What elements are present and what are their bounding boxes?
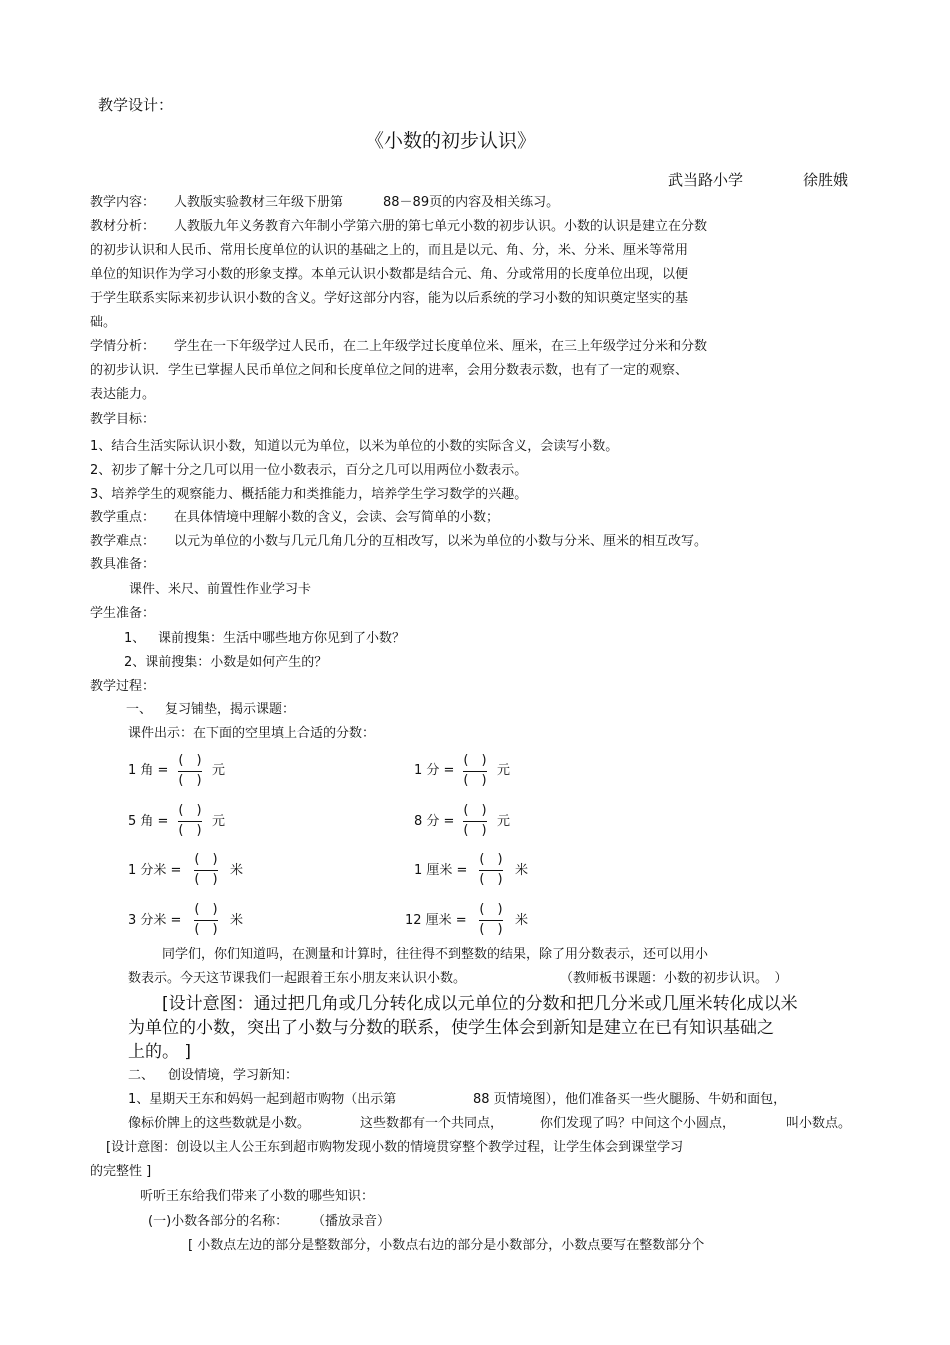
fraction-unit: 元: [212, 814, 226, 829]
fraction-left: 3 分米 =: [128, 913, 182, 928]
student-prep-item: 课前搜集：生活中哪些地方你见到了小数？: [158, 631, 406, 646]
section-heading: 教学设计：: [98, 96, 174, 114]
students-line: 学生在一下年级学过人民币，在二上年级学过长度单位米、厘米，在三上年级学过分米和分数: [174, 339, 708, 354]
step2-paragraph: 88 页情境图），他们准备买一些火腿肠、牛奶和面包，: [473, 1092, 787, 1107]
design-intent-line: [设计意图：通过把几角或几分转化成以元单位的分数和把几分米或几厘米转化成以米: [162, 994, 798, 1014]
analysis-label: 教材分析：: [90, 219, 156, 234]
analysis-line: 单位的知识作为学习小数的形象支撑。本单元认识小数都是结合元、角、分或常用的长度单位出现，以便: [90, 267, 689, 282]
fraction-left: 12 厘米 =: [405, 913, 467, 928]
analysis-line: 人教版九年义务教育六年制小学第六册的第七单元小数的初步认识。小数的认识是建立在分数: [174, 219, 708, 234]
page-title: 《小数的初步认识》: [365, 130, 537, 152]
design-intent-line: 为单位的小数，突出了小数与分数的联系，使学生体会到新知是建立在已有知识基础之: [128, 1018, 774, 1038]
fraction-bar: [463, 771, 487, 772]
fraction-numerator: ( ): [463, 753, 487, 768]
design-intent-line: 上的。 ]: [128, 1042, 192, 1062]
students-label: 学情分析：: [90, 339, 156, 354]
process-label: 教学过程：: [90, 679, 156, 694]
fraction-numerator: ( ): [463, 803, 487, 818]
fraction-blank[interactable]: [172, 753, 208, 793]
fraction-left: 8 分 =: [414, 814, 455, 829]
step2-paragraph: 像标价牌上的这些数就是小数。: [128, 1116, 311, 1131]
fraction-blank[interactable]: [188, 852, 224, 892]
fraction-blank[interactable]: [188, 902, 224, 942]
fraction-denominator: ( ): [194, 922, 218, 937]
fraction-unit: 米: [515, 913, 529, 928]
goal-item: 1、结合生活实际认识小数，知道以元为单位，以米为单位的小数的实际含义，会读写小数。: [90, 439, 619, 454]
fraction-numerator: ( ): [194, 902, 218, 917]
goals-label: 教学目标：: [90, 412, 156, 427]
step2-paragraph: 你们发现了吗？中间这个小圆点，: [540, 1116, 736, 1131]
fraction-bar: [479, 870, 503, 871]
fraction-numerator: ( ): [178, 753, 202, 768]
content-label: 教学内容：: [90, 195, 156, 210]
difficulty-label: 教学难点：: [90, 534, 156, 549]
fraction-bar: [178, 821, 202, 822]
fraction-bar: [463, 821, 487, 822]
fraction-left: 1 厘米 =: [414, 863, 468, 878]
students-line: 的初步认识．学生已掌握人民币单位之间和长度单位之间的进率，会用分数表示数，也有了一定的观察、: [90, 363, 689, 378]
fraction-blank[interactable]: [457, 803, 493, 843]
student-prep-item: 2、课前搜集：小数是如何产生的？: [124, 655, 328, 670]
recording-text: [ 小数点左边的部分是整数部分，小数点右边的部分是小数部分，小数点要写在整数部分个: [188, 1238, 705, 1253]
fraction-left: 1 分米 =: [128, 863, 182, 878]
fraction-numerator: ( ): [178, 803, 202, 818]
student-prep-num: 1、: [124, 631, 146, 646]
fraction-denominator: ( ): [479, 922, 503, 937]
tools-text: 课件、米尺、前置性作业学习卡: [129, 582, 312, 597]
fraction-bar: [194, 920, 218, 921]
fraction-left: 5 角 =: [128, 814, 169, 829]
fraction-denominator: ( ): [194, 872, 218, 887]
content-pages: 88－89页的内容及相关练习。: [383, 195, 560, 210]
goal-item: 2、初步了解十分之几可以用一位小数表示，百分之几可以用两位小数表示。: [90, 463, 528, 478]
fraction-denominator: ( ): [178, 823, 202, 838]
content-text: 人教版实验教材三年级下册第: [174, 195, 344, 210]
fraction-bar: [178, 771, 202, 772]
student-prep-label: 学生准备：: [90, 606, 156, 621]
fraction-blank[interactable]: [457, 753, 493, 793]
fraction-unit: 米: [515, 863, 529, 878]
step2-paragraph: 叫小数点。: [786, 1116, 852, 1131]
step2-paragraph: 1、星期天王东和妈妈一起到超市购物（出示第: [128, 1092, 397, 1107]
subsection-note: （播放录音）: [312, 1214, 391, 1229]
courseware-text: 课件出示：在下面的空里填上合适的分数：: [128, 726, 376, 741]
school-name: 武当路小学: [668, 171, 744, 189]
analysis-line: 于学生联系实际来初步认识小数的含义。学好这部分内容，能为以后系统的学习小数的知识奠定坚实的基: [90, 291, 689, 306]
teacher-name: 徐胜娥: [803, 171, 849, 189]
fraction-unit: 元: [497, 814, 511, 829]
intro-line: 数表示。今天这节课我们一起跟着王东小朋友来认识小数。: [128, 971, 467, 986]
design-intent-line: [设计意图：创设以主人公王东到超市购物发现小数的情境贯穿整个教学过程，让学生体会到课堂学习: [106, 1140, 684, 1155]
analysis-line: 的初步认识和人民币、常用长度单位的认识的基础之上的，而且是以元、角、分，米、分米、厘米等常用: [90, 243, 689, 258]
fraction-blank[interactable]: [473, 852, 509, 892]
fraction-unit: 米: [230, 913, 244, 928]
fraction-left: 1 分 =: [414, 763, 455, 778]
fraction-unit: 元: [497, 763, 511, 778]
fraction-numerator: ( ): [479, 902, 503, 917]
tools-label: 教具准备：: [90, 557, 156, 572]
goal-item: 3、培养学生的观察能力、概括能力和类推能力，培养学生学习数学的兴趣。: [90, 487, 528, 502]
listen-text: 听听王东给我们带来了小数的哪些知识：: [140, 1189, 375, 1204]
fraction-left: 1 角 =: [128, 763, 169, 778]
fraction-denominator: ( ): [178, 773, 202, 788]
step1-title: 复习铺垫，揭示课题：: [165, 702, 296, 717]
key-point-text: 在具体情境中理解小数的含义，会读、会写简单的小数；: [174, 510, 500, 525]
step1-num: 一、: [126, 702, 153, 717]
analysis-line: 础。: [90, 315, 117, 330]
step2-num: 二、: [128, 1068, 155, 1083]
fraction-unit: 元: [212, 763, 226, 778]
key-point-label: 教学重点：: [90, 510, 156, 525]
design-intent-line: 的完整性 ]: [90, 1164, 152, 1179]
fraction-blank[interactable]: [172, 803, 208, 843]
fraction-bar: [194, 870, 218, 871]
fraction-numerator: ( ): [479, 852, 503, 867]
students-line: 表达能力。: [90, 387, 156, 402]
fraction-denominator: ( ): [463, 823, 487, 838]
fraction-bar: [479, 920, 503, 921]
fraction-blank[interactable]: [473, 902, 509, 942]
step2-paragraph: 这些数都有一个共同点，: [360, 1116, 504, 1131]
difficulty-text: 以元为单位的小数与几元几角几分的互相改写，以米为单位的小数与分米、厘米的相互改写。: [174, 534, 708, 549]
step2-title: 创设情境，学习新知：: [168, 1068, 299, 1083]
fraction-denominator: ( ): [463, 773, 487, 788]
fraction-unit: 米: [230, 863, 244, 878]
subsection-title: (一)小数各部分的名称：: [148, 1214, 289, 1229]
fraction-denominator: ( ): [479, 872, 503, 887]
intro-line: 同学们，你们知道吗，在测量和计算时，往往得不到整数的结果，除了用分数表示，还可以用小: [162, 947, 709, 962]
board-note: （教师板书课题：小数的初步认识。 ）: [560, 971, 788, 986]
fraction-numerator: ( ): [194, 852, 218, 867]
